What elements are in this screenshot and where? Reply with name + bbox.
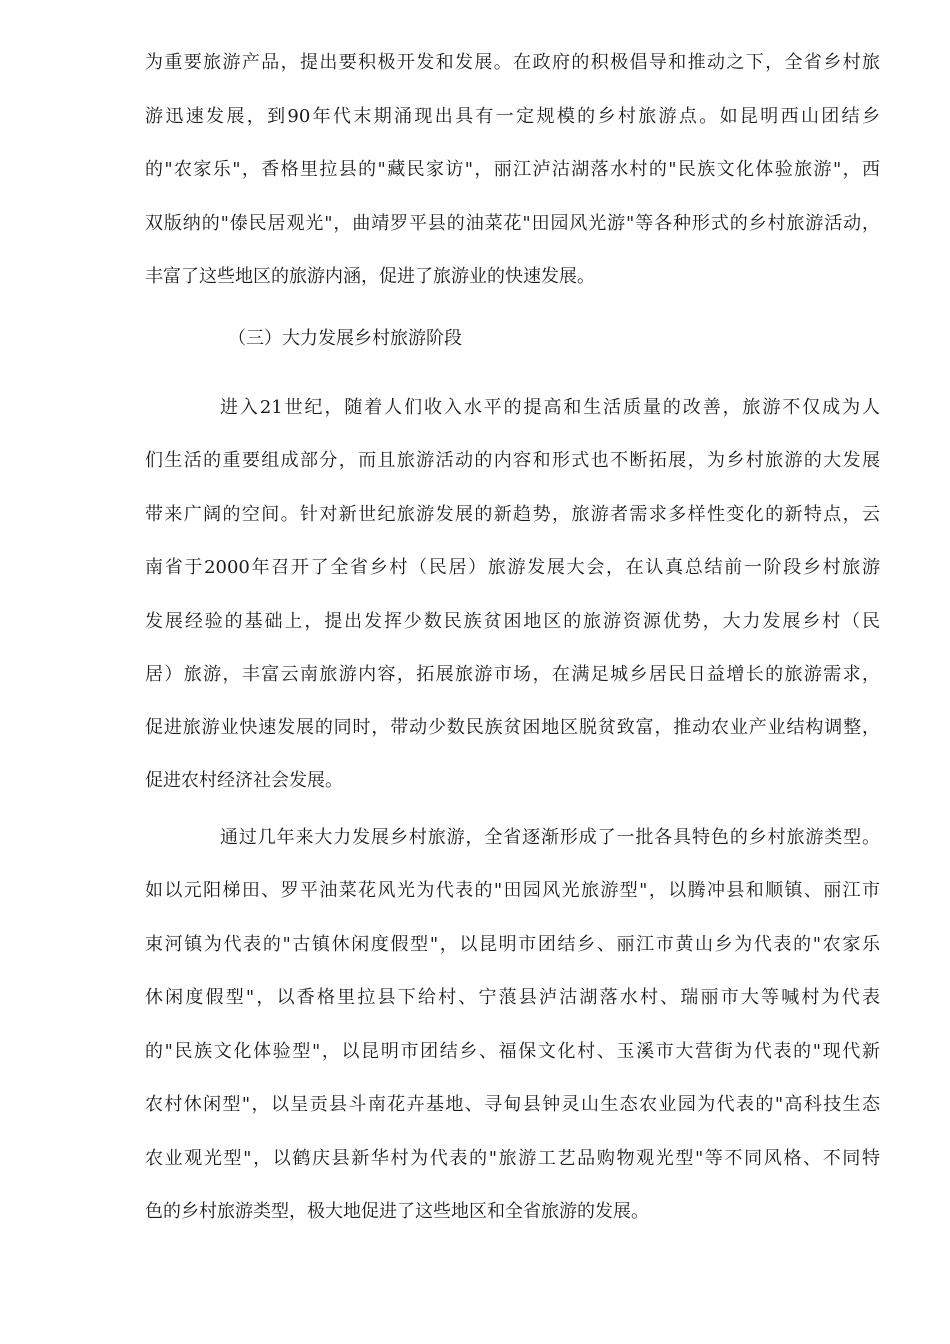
paragraph-line: 们生活的重要组成部分，而且旅游活动的内容和形式也不断拓展，为乡村旅游的大发展 <box>145 450 880 471</box>
paragraph-line: 发展经验的基础上，提出发挥少数民族贫困地区的旅游资源优势，大力发展乡村（民 <box>145 611 880 632</box>
paragraph-line: 为重要旅游产品，提出要积极开发和发展。在政府的积极倡导和推动之下，全省乡村旅 <box>145 52 880 73</box>
paragraph-line: 的"农家乐"，香格里拉县的"藏民家访"，丽江泸沽湖落水村的"民族文化体验旅游"，西 <box>145 159 880 180</box>
paragraph-line: 休闲度假型"，以香格里拉县下给村、宁蒗县泸沽湖落水村、瑞丽市大等喊村为代表 <box>145 987 880 1008</box>
paragraph-line: 进入21世纪，随着人们收入水平的提高和生活质量的改善，旅游不仅成为人 <box>220 397 880 418</box>
paragraph-line: 南省于2000年召开了全省乡村（民居）旅游发展大会，在认真总结前一阶段乡村旅游 <box>145 557 880 578</box>
paragraph-line: 促进旅游业快速发展的同时，带动少数民族贫困地区脱贫致富，推动农业产业结构调整， <box>145 717 880 738</box>
paragraph-line: 通过几年来大力发展乡村旅游，全省逐渐形成了一批各具特色的乡村旅游类型。 <box>220 827 880 848</box>
paragraph-line: 带来广阔的空间。针对新世纪旅游发展的新趋势，旅游者需求多样性变化的新特点，云 <box>145 504 880 525</box>
paragraph-line: 丰富了这些地区的旅游内涵，促进了旅游业的快速发展。 <box>145 266 595 287</box>
paragraph-line: 如以元阳梯田、罗平油菜花风光为代表的"田园风光旅游型"，以腾冲县和顺镇、丽江市 <box>145 880 880 901</box>
paragraph-line: 束河镇为代表的"古镇休闲度假型"，以昆明市团结乡、丽江市黄山乡为代表的"农家乐 <box>145 934 880 955</box>
section-heading: （三）大力发展乡村旅游阶段 <box>228 328 462 349</box>
paragraph-line: 的"民族文化体验型"，以昆明市团结乡、福保文化村、玉溪市大营街为代表的"现代新 <box>145 1041 880 1062</box>
paragraph-line: 居）旅游，丰富云南旅游内容，拓展旅游市场，在满足城乡居民日益增长的旅游需求， <box>145 664 880 685</box>
paragraph-line: 农村休闲型"，以呈贡县斗南花卉基地、寻甸县钟灵山生态农业园为代表的"高科技生态 <box>145 1094 880 1115</box>
paragraph-line: 促进农村经济社会发展。 <box>145 770 343 791</box>
paragraph-line: 色的乡村旅游类型，极大地促进了这些地区和全省旅游的发展。 <box>145 1201 649 1222</box>
paragraph-line: 游迅速发展，到90年代末期涌现出具有一定规模的乡村旅游点。如昆明西山团结乡 <box>145 106 880 127</box>
paragraph-line: 农业观光型"，以鹤庆县新华村为代表的"旅游工艺品购物观光型"等不同风格、不同特 <box>145 1148 880 1169</box>
paragraph-line: 双版纳的"傣民居观光"，曲靖罗平县的油菜花"田园风光游"等各种形式的乡村旅游活动， <box>145 213 880 234</box>
